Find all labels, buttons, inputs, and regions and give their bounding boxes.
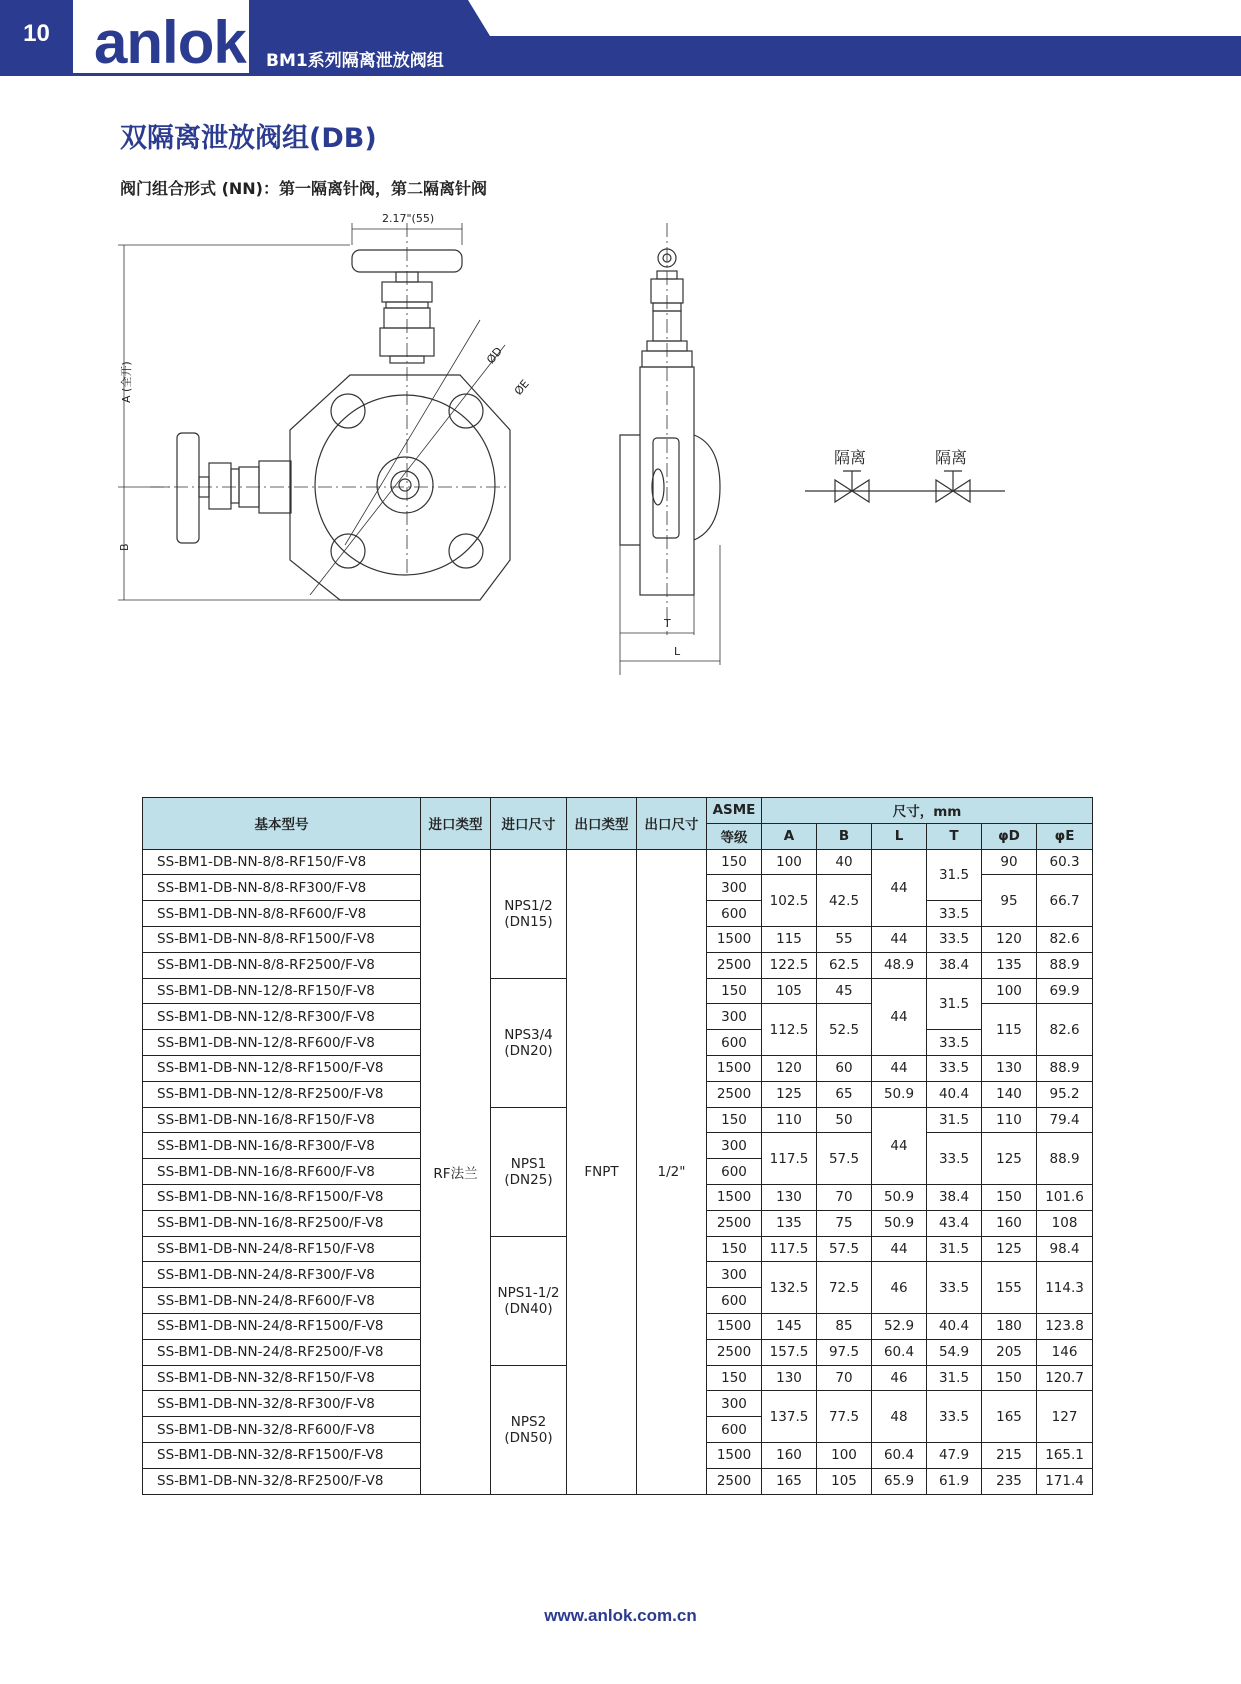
dim-t-cell: 33.5 (927, 926, 982, 952)
dim-e-cell: 146 (1037, 1339, 1093, 1365)
dim-d-cell: 235 (982, 1468, 1037, 1494)
model-cell: SS-BM1-DB-NN-16/8-RF150/F-V8 (143, 1107, 421, 1133)
model-cell: SS-BM1-DB-NN-12/8-RF1500/F-V8 (143, 1055, 421, 1081)
asme-cell: 2500 (707, 1210, 762, 1236)
dim-a-cell: 125 (762, 1081, 817, 1107)
dim-l-cell: 48 (872, 1391, 927, 1443)
dim-b-cell: 70 (817, 1365, 872, 1391)
inlet-size-nps: NPS1-1/2 (497, 1284, 560, 1301)
dim-a-cell: 122.5 (762, 952, 817, 978)
col-header-d: φD (982, 823, 1037, 849)
valve-drawing-svg (110, 215, 1010, 685)
dim-e-cell: 60.3 (1037, 849, 1093, 875)
dim-d-cell: 130 (982, 1055, 1037, 1081)
footer-website[interactable]: www.anlok.com.cn (544, 1606, 697, 1625)
dim-b-label: B (118, 543, 131, 551)
model-cell: SS-BM1-DB-NN-12/8-RF2500/F-V8 (143, 1081, 421, 1107)
table-row (143, 849, 1093, 875)
col-header-b: B (817, 823, 872, 849)
dim-a-cell: 120 (762, 1055, 817, 1081)
dim-d-cell: 155 (982, 1262, 1037, 1314)
asme-cell: 300 (707, 1262, 762, 1288)
dim-l-cell: 44 (872, 978, 927, 1055)
dim-d-cell: 135 (982, 952, 1037, 978)
dim-a-cell: 137.5 (762, 1391, 817, 1443)
model-cell: SS-BM1-DB-NN-8/8-RF2500/F-V8 (143, 952, 421, 978)
dim-d-cell: 90 (982, 849, 1037, 875)
inlet-size-cell (491, 978, 567, 1107)
model-cell: SS-BM1-DB-NN-32/8-RF1500/F-V8 (143, 1442, 421, 1468)
dim-b-cell: 70 (817, 1184, 872, 1210)
dim-l-cell: 50.9 (872, 1184, 927, 1210)
asme-cell: 600 (707, 1030, 762, 1056)
dim-b-cell: 42.5 (817, 875, 872, 927)
model-cell: SS-BM1-DB-NN-24/8-RF600/F-V8 (143, 1288, 421, 1314)
dim-t-cell: 31.5 (927, 978, 982, 1030)
asme-cell: 300 (707, 1004, 762, 1030)
dim-b-cell: 75 (817, 1210, 872, 1236)
dim-a-cell: 112.5 (762, 1004, 817, 1056)
dim-l-cell: 50.9 (872, 1210, 927, 1236)
dim-b-cell: 77.5 (817, 1391, 872, 1443)
dim-l-cell: 50.9 (872, 1081, 927, 1107)
model-cell: SS-BM1-DB-NN-16/8-RF600/F-V8 (143, 1159, 421, 1185)
outlet-type-cell: FNPT (567, 849, 637, 1494)
dim-a-cell: 110 (762, 1107, 817, 1133)
dim-t-cell: 31.5 (927, 1365, 982, 1391)
dim-t-cell: 31.5 (927, 849, 982, 901)
dim-t-cell: 40.4 (927, 1313, 982, 1339)
model-cell: SS-BM1-DB-NN-32/8-RF600/F-V8 (143, 1417, 421, 1443)
dim-e-label: ØE (511, 377, 532, 398)
dim-l-cell: 48.9 (872, 952, 927, 978)
model-cell: SS-BM1-DB-NN-24/8-RF150/F-V8 (143, 1236, 421, 1262)
dim-t-label: T (664, 617, 671, 630)
inlet-size-cell (491, 849, 567, 978)
asme-cell: 1500 (707, 1442, 762, 1468)
dim-e-cell: 108 (1037, 1210, 1093, 1236)
dim-t-cell: 38.4 (927, 1184, 982, 1210)
asme-cell: 2500 (707, 1468, 762, 1494)
inlet-type-cell: RF法兰 (421, 849, 491, 1494)
col-header-outlet-size: 出口尺寸 (637, 798, 707, 850)
col-header-dims: 尺寸，mm (762, 798, 1093, 824)
dim-e-cell: 95.2 (1037, 1081, 1093, 1107)
asme-cell: 300 (707, 1391, 762, 1417)
dim-t-cell: 33.5 (927, 901, 982, 927)
dim-b-cell: 97.5 (817, 1339, 872, 1365)
col-header-inlet-size: 进口尺寸 (491, 798, 567, 850)
inlet-size-dn: (DN40) (504, 1300, 553, 1317)
dim-d-cell: 215 (982, 1442, 1037, 1468)
dim-b-cell: 52.5 (817, 1004, 872, 1056)
dim-l-cell: 44 (872, 926, 927, 952)
asme-cell: 300 (707, 875, 762, 901)
dim-d-cell: 205 (982, 1339, 1037, 1365)
dim-a-cell: 160 (762, 1442, 817, 1468)
page-number: 10 (23, 20, 50, 47)
dim-l-cell: 60.4 (872, 1442, 927, 1468)
dim-b-cell: 72.5 (817, 1262, 872, 1314)
dim-d-cell: 125 (982, 1236, 1037, 1262)
model-cell: SS-BM1-DB-NN-24/8-RF300/F-V8 (143, 1262, 421, 1288)
schematic-label-second: 隔离 (935, 448, 968, 467)
asme-cell: 2500 (707, 1339, 762, 1365)
dim-b-cell: 57.5 (817, 1236, 872, 1262)
dim-d-cell: 125 (982, 1133, 1037, 1185)
dim-l-cell: 65.9 (872, 1468, 927, 1494)
dim-l-label: L (674, 645, 681, 658)
dim-b-cell: 57.5 (817, 1133, 872, 1185)
asme-cell: 150 (707, 1236, 762, 1262)
dim-t-cell: 54.9 (927, 1339, 982, 1365)
asme-cell: 150 (707, 978, 762, 1004)
col-header-t: T (927, 823, 982, 849)
dim-t-cell: 31.5 (927, 1107, 982, 1133)
technical-drawing (110, 212, 1010, 685)
dim-a-cell: 100 (762, 849, 817, 875)
model-cell: SS-BM1-DB-NN-32/8-RF2500/F-V8 (143, 1468, 421, 1494)
model-cell: SS-BM1-DB-NN-32/8-RF300/F-V8 (143, 1391, 421, 1417)
dim-b-cell: 105 (817, 1468, 872, 1494)
dim-e-cell: 123.8 (1037, 1313, 1093, 1339)
asme-cell: 150 (707, 849, 762, 875)
dim-d-cell: 150 (982, 1365, 1037, 1391)
dim-t-cell: 33.5 (927, 1055, 982, 1081)
dim-l-cell: 46 (872, 1262, 927, 1314)
col-header-model: 基本型号 (143, 798, 421, 850)
dim-d-cell: 95 (982, 875, 1037, 927)
dim-e-cell: 114.3 (1037, 1262, 1093, 1314)
dim-b-cell: 40 (817, 849, 872, 875)
dim-b-cell: 50 (817, 1107, 872, 1133)
col-header-e: φE (1037, 823, 1093, 849)
asme-cell: 150 (707, 1107, 762, 1133)
col-header-outlet-type: 出口类型 (567, 798, 637, 850)
dim-a-cell: 117.5 (762, 1236, 817, 1262)
dim-e-cell: 66.7 (1037, 875, 1093, 927)
dim-t-cell: 43.4 (927, 1210, 982, 1236)
dim-t-cell: 33.5 (927, 1030, 982, 1056)
dim-l-cell: 44 (872, 1055, 927, 1081)
series-title: BM1系列隔离泄放阀组 (266, 51, 444, 71)
dim-d-cell: 150 (982, 1184, 1037, 1210)
dim-e-cell: 82.6 (1037, 1004, 1093, 1056)
model-cell: SS-BM1-DB-NN-12/8-RF600/F-V8 (143, 1030, 421, 1056)
dim-e-cell: 82.6 (1037, 926, 1093, 952)
asme-cell: 1500 (707, 1313, 762, 1339)
inlet-size-nps: NPS3/4 (504, 1026, 553, 1043)
dim-t-cell: 33.5 (927, 1262, 982, 1314)
model-cell: SS-BM1-DB-NN-16/8-RF1500/F-V8 (143, 1184, 421, 1210)
dim-a-cell: 105 (762, 978, 817, 1004)
dim-d-cell: 100 (982, 978, 1037, 1004)
dim-a-cell: 157.5 (762, 1339, 817, 1365)
inlet-size-dn: (DN20) (504, 1042, 553, 1059)
page-subtitle: 阀门组合形式 (NN)：第一隔离针阀，第二隔离针阀 (120, 179, 487, 198)
model-cell: SS-BM1-DB-NN-8/8-RF150/F-V8 (143, 849, 421, 875)
brand-logo: anlok (94, 9, 246, 76)
dim-t-cell: 61.9 (927, 1468, 982, 1494)
dim-l-cell: 52.9 (872, 1313, 927, 1339)
page-title: 双隔离泄放阀组(DB) (120, 123, 377, 154)
asme-cell: 1500 (707, 926, 762, 952)
dim-b-cell: 45 (817, 978, 872, 1004)
dim-t-cell: 40.4 (927, 1081, 982, 1107)
col-header-class: 等级 (707, 823, 762, 849)
asme-cell: 1500 (707, 1184, 762, 1210)
dim-e-cell: 98.4 (1037, 1236, 1093, 1262)
spec-table-container (142, 797, 1092, 1495)
model-cell: SS-BM1-DB-NN-8/8-RF600/F-V8 (143, 901, 421, 927)
dim-d-cell: 120 (982, 926, 1037, 952)
inlet-size-dn: (DN50) (504, 1429, 553, 1446)
dim-t-cell: 33.5 (927, 1391, 982, 1443)
dim-a-cell: 102.5 (762, 875, 817, 927)
col-header-l: L (872, 823, 927, 849)
inlet-size-dn: (DN25) (504, 1171, 553, 1188)
dim-d-label: ØD (484, 344, 506, 367)
spec-table (142, 797, 1093, 1495)
schematic-label-first: 隔离 (834, 448, 867, 467)
asme-cell: 2500 (707, 952, 762, 978)
dim-t-cell: 31.5 (927, 1236, 982, 1262)
dim-t-cell: 38.4 (927, 952, 982, 978)
model-cell: SS-BM1-DB-NN-8/8-RF300/F-V8 (143, 875, 421, 901)
dim-l-cell: 44 (872, 1107, 927, 1184)
dim-d-cell: 110 (982, 1107, 1037, 1133)
dim-d-cell: 180 (982, 1313, 1037, 1339)
dim-b-cell: 100 (817, 1442, 872, 1468)
dim-t-cell: 47.9 (927, 1442, 982, 1468)
model-cell: SS-BM1-DB-NN-16/8-RF2500/F-V8 (143, 1210, 421, 1236)
dim-e-cell: 120.7 (1037, 1365, 1093, 1391)
dim-e-cell: 165.1 (1037, 1442, 1093, 1468)
col-header-inlet-type: 进口类型 (421, 798, 491, 850)
dim-b-cell: 55 (817, 926, 872, 952)
dim-l-cell: 46 (872, 1365, 927, 1391)
dim-width-label: 2.17"(55) (382, 212, 435, 225)
col-header-asme: ASME (707, 798, 762, 824)
dim-e-cell: 79.4 (1037, 1107, 1093, 1133)
asme-cell: 600 (707, 1159, 762, 1185)
inlet-size-nps: NPS1/2 (504, 897, 553, 914)
dim-a-cell: 165 (762, 1468, 817, 1494)
model-cell: SS-BM1-DB-NN-12/8-RF300/F-V8 (143, 1004, 421, 1030)
dim-a-cell: 117.5 (762, 1133, 817, 1185)
model-cell: SS-BM1-DB-NN-24/8-RF1500/F-V8 (143, 1313, 421, 1339)
dim-a-cell: 145 (762, 1313, 817, 1339)
dim-e-cell: 127 (1037, 1391, 1093, 1443)
dim-d-cell: 115 (982, 1004, 1037, 1056)
dim-b-cell: 60 (817, 1055, 872, 1081)
asme-cell: 600 (707, 1417, 762, 1443)
dim-e-cell: 88.9 (1037, 952, 1093, 978)
dim-e-cell: 101.6 (1037, 1184, 1093, 1210)
dim-a-cell: 130 (762, 1184, 817, 1210)
dim-d-cell: 160 (982, 1210, 1037, 1236)
dim-l-cell: 44 (872, 1236, 927, 1262)
inlet-size-cell (491, 1236, 567, 1365)
dim-e-cell: 171.4 (1037, 1468, 1093, 1494)
dim-l-cell: 44 (872, 849, 927, 926)
dim-a-cell: 135 (762, 1210, 817, 1236)
dim-t-cell: 33.5 (927, 1133, 982, 1185)
asme-cell: 150 (707, 1365, 762, 1391)
dim-l-cell: 60.4 (872, 1339, 927, 1365)
dim-e-cell: 88.9 (1037, 1133, 1093, 1185)
asme-cell: 600 (707, 901, 762, 927)
asme-cell: 1500 (707, 1055, 762, 1081)
inlet-size-cell (491, 1365, 567, 1494)
dim-e-cell: 69.9 (1037, 978, 1093, 1004)
dim-b-cell: 85 (817, 1313, 872, 1339)
outlet-size-cell: 1/2" (637, 849, 707, 1494)
asme-cell: 300 (707, 1133, 762, 1159)
model-cell: SS-BM1-DB-NN-8/8-RF1500/F-V8 (143, 926, 421, 952)
dim-b-cell: 62.5 (817, 952, 872, 978)
model-cell: SS-BM1-DB-NN-32/8-RF150/F-V8 (143, 1365, 421, 1391)
col-header-a: A (762, 823, 817, 849)
dim-a-cell: 132.5 (762, 1262, 817, 1314)
dim-a-label: A (全开) (120, 361, 133, 403)
dim-a-cell: 115 (762, 926, 817, 952)
inlet-size-cell (491, 1107, 567, 1236)
model-cell: SS-BM1-DB-NN-12/8-RF150/F-V8 (143, 978, 421, 1004)
asme-cell: 600 (707, 1288, 762, 1314)
inlet-size-nps: NPS2 (510, 1413, 547, 1430)
model-cell: SS-BM1-DB-NN-16/8-RF300/F-V8 (143, 1133, 421, 1159)
dim-e-cell: 88.9 (1037, 1055, 1093, 1081)
inlet-size-dn: (DN15) (504, 913, 553, 930)
model-cell: SS-BM1-DB-NN-24/8-RF2500/F-V8 (143, 1339, 421, 1365)
dim-a-cell: 130 (762, 1365, 817, 1391)
dim-b-cell: 65 (817, 1081, 872, 1107)
dim-d-cell: 140 (982, 1081, 1037, 1107)
dim-d-cell: 165 (982, 1391, 1037, 1443)
inlet-size-nps: NPS1 (510, 1155, 547, 1172)
asme-cell: 2500 (707, 1081, 762, 1107)
